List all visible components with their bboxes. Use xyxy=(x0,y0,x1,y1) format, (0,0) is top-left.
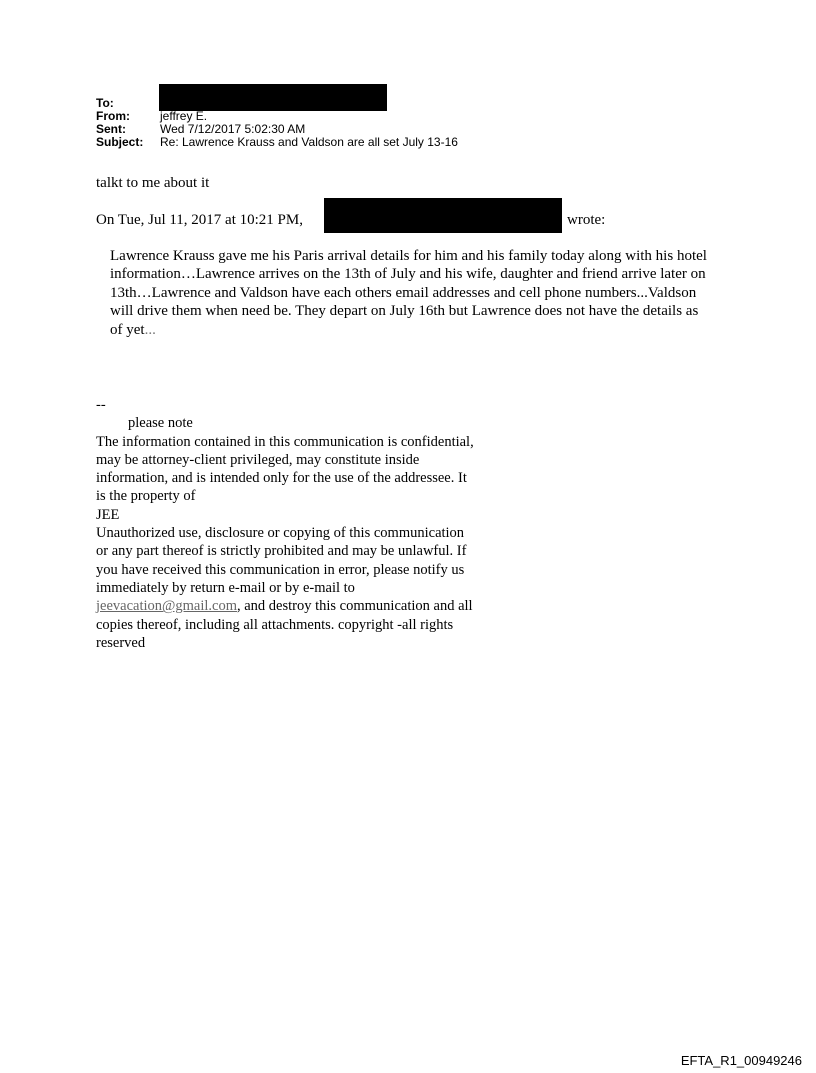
subject-value: Re: Lawrence Krauss and Valdson are all set July 13-16 xyxy=(160,135,458,149)
to-label: To: xyxy=(96,96,114,110)
subject-row xyxy=(96,136,458,149)
signature-note: please note xyxy=(128,415,193,432)
quote-attribution-suffix: wrote: xyxy=(567,212,606,228)
disclaimer-part-2-container xyxy=(96,524,476,652)
subject-label: Subject: xyxy=(96,135,144,149)
quote-attribution: On Tue, Jul 11, 2017 at 10:21 PM, xyxy=(96,212,303,228)
disclaimer-part-2: Unauthorized use, disclosure or copying of this communication or any part thereof is strictly prohibited and may be unlawful. If you have received this communication in error, please notify us immediately by return e-mail or by e-mail to xyxy=(96,525,467,596)
email-link[interactable]: jeevacation@gmail.com xyxy=(96,598,237,615)
sent-value: Wed 7/12/2017 5:02:30 AM xyxy=(160,122,306,136)
email-header xyxy=(96,97,458,149)
signature-block xyxy=(96,396,476,652)
reply-text: talkt to me about it xyxy=(96,175,210,191)
signature-separator: -- xyxy=(96,397,106,413)
quoted-message-ellipsis: ... xyxy=(144,321,156,338)
from-label: From: xyxy=(96,109,130,123)
to-row xyxy=(96,97,458,110)
document-id: EFTA_R1_00949246 xyxy=(680,1053,802,1068)
quoted-message xyxy=(110,247,710,339)
disclaimer-part-3: , and destroy this communication and all copies thereof, including all attachments. copyright -all rights reserved xyxy=(96,598,473,651)
disclaimer-part-1: The information contained in this communication is confidential, may be attorney-client privileged, may constitute inside information, and is intended only for the use of the addressee. It is the property of xyxy=(96,433,474,505)
sent-label: Sent: xyxy=(96,122,126,136)
redacted-sender xyxy=(324,198,562,233)
quoted-message-body: Lawrence Krauss gave me his Paris arrival details for him and his family today along with his hotel information…Lawrence arrives on the 13th of July and his wife, daughter and friend arrive later on 13th…Lawrence and Valdson have each others email addresses and cell phone numbers...Valdson will drive them when need be. They depart on July 16th but Lawrence does not have the details as of yet xyxy=(110,248,707,338)
signature-owner: JEE xyxy=(96,506,120,523)
from-value: jeffrey E. xyxy=(160,109,208,123)
